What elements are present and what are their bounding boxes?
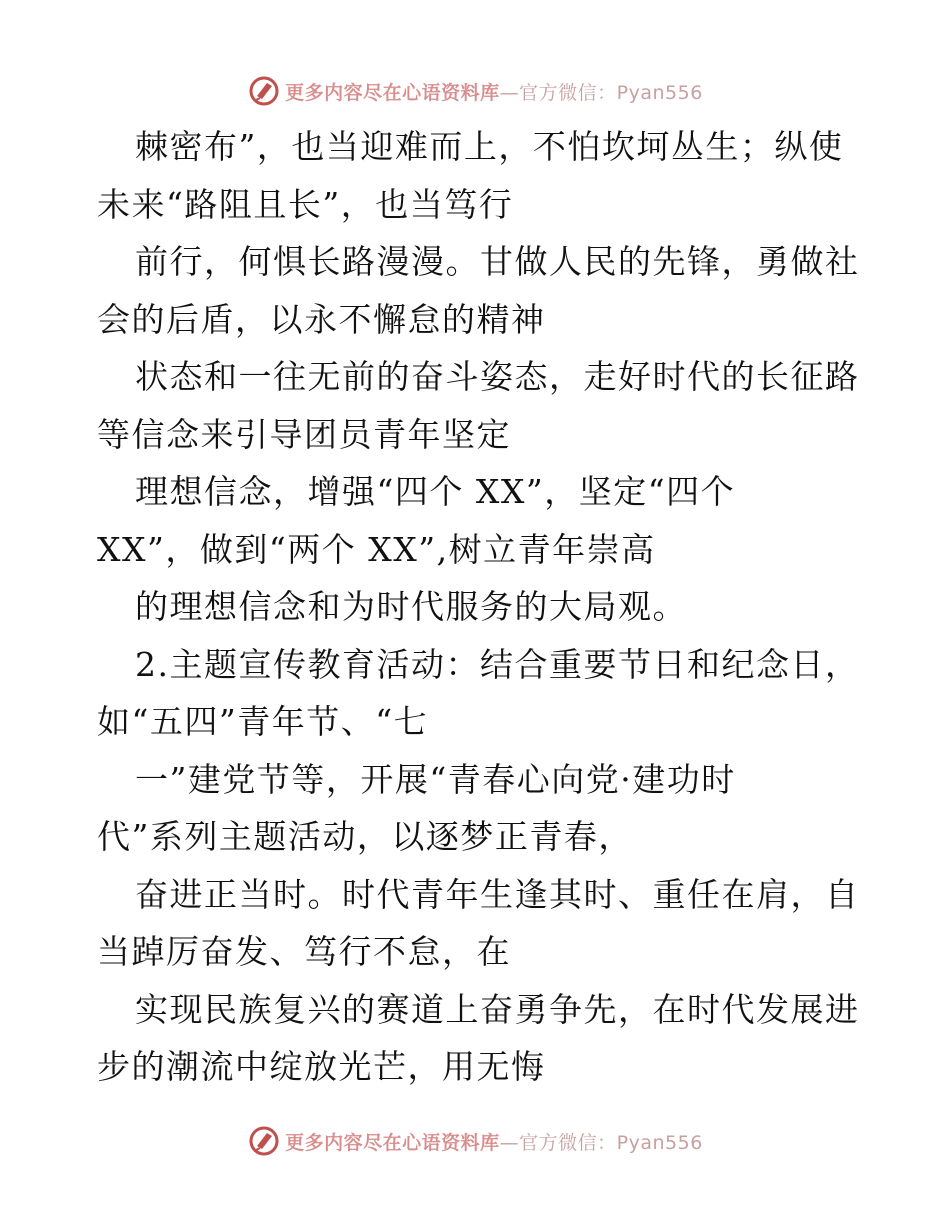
- brand-logo-icon: [247, 74, 281, 108]
- header-watermark: [0, 71, 950, 111]
- watermark-main-text: 更多内容尽在心语资料库: [285, 81, 500, 104]
- text-line: 如“五四”青年节、“七: [97, 702, 429, 741]
- text-line: 实现民族复兴的赛道上奋勇争先，在时代发展进: [135, 989, 860, 1029]
- text-line: 奋进正当时。时代青年生逢其时、重任在肩，自: [135, 874, 860, 914]
- text-line: 棘密布”，也当迎难而上，不怕坎坷丛生；纵使: [135, 127, 844, 166]
- text-line: 状态和一往无前的奋斗姿态，走好时代的长征路: [135, 357, 860, 396]
- text-line: 理想信念，增强“四个 XX”，坚定“四个: [135, 472, 736, 511]
- text-line: XX”，做到“两个 XX”,树立青年崇高: [97, 529, 656, 569]
- text-line: 步的潮流中绽放光芒，用无悔: [97, 1047, 546, 1086]
- text-line: 未来“路阻且长”，也当笃行: [97, 184, 514, 224]
- footer-watermark: [0, 1121, 950, 1161]
- watermark-sub-text: —官方微信：Pyan556: [499, 1131, 703, 1154]
- text-line: 等信念来引导团员青年坚定: [97, 414, 511, 454]
- text-line: 当踔厉奋发、笃行不怠，在: [97, 932, 511, 971]
- watermark-main-text: 更多内容尽在心语资料库: [285, 1131, 500, 1154]
- text-line: 前行，何惧长路漫漫。甘做人民的先锋，勇做社: [135, 242, 860, 281]
- text-line: 的理想信念和为时代服务的大局观。: [135, 587, 687, 626]
- text-line: 会的后盾，以永不懈怠的精神: [97, 299, 546, 339]
- brand-logo-icon: [247, 1124, 281, 1158]
- text-line: 一”建党节等，开展“青春心向党·建功时: [135, 759, 736, 799]
- watermark-sub-text: —官方微信：Pyan556: [499, 81, 703, 104]
- document-body: [97, 118, 860, 1096]
- text-line: 2.主题宣传教育活动：结合重要节日和纪念日，: [135, 644, 860, 684]
- text-line: 代”系列主题活动，以逐梦正青春，: [97, 817, 633, 856]
